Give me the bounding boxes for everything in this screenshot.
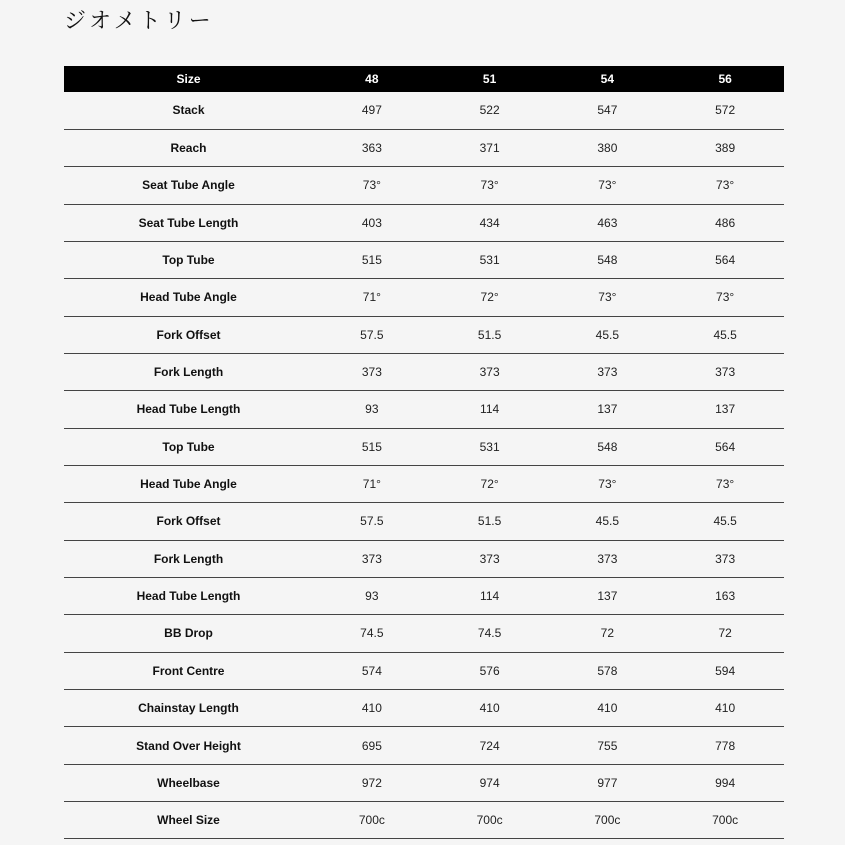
table-cell: 163 (715, 589, 736, 604)
table-cell: 564 (715, 439, 736, 454)
table-cell: 73° (480, 178, 499, 193)
table-cell: 114 (480, 589, 500, 604)
table-cell: 73° (598, 477, 617, 492)
table-cell: 974 (479, 775, 500, 790)
header-row (64, 66, 784, 92)
row-label: Seat Tube Angle (142, 178, 235, 193)
table-cell: 522 (479, 103, 500, 118)
row-label: Top Tube (162, 439, 215, 454)
row-label: Head Tube Length (136, 402, 241, 417)
header-size-48: 48 (365, 72, 379, 86)
table-cell: 531 (479, 439, 500, 454)
table-cell: 463 (597, 215, 618, 230)
header-size-54: 54 (600, 72, 615, 86)
table-cell: 73° (362, 178, 381, 193)
row-label: Wheel Size (157, 813, 220, 828)
table-cell: 380 (597, 141, 618, 156)
table-row (64, 503, 784, 540)
table-cell: 45.5 (595, 514, 620, 529)
table-row (64, 652, 784, 689)
header-size-56: 56 (718, 72, 732, 86)
table-row (64, 316, 784, 353)
table-row (64, 727, 784, 764)
table-cell: 548 (597, 253, 618, 268)
table-cell: 371 (479, 141, 500, 156)
table-cell: 114 (480, 402, 500, 417)
row-label: Fork Length (153, 551, 224, 566)
table-cell: 137 (597, 589, 618, 604)
geometry-table-header (64, 66, 784, 92)
table-row (64, 204, 784, 241)
row-label: Head Tube Angle (140, 290, 237, 305)
table-cell: 994 (715, 775, 736, 790)
table-row (64, 92, 784, 129)
table-cell: 515 (361, 439, 382, 454)
table-row (64, 764, 784, 801)
table-row (64, 690, 784, 727)
table-cell: 137 (715, 402, 736, 417)
table-cell: 564 (715, 253, 736, 268)
table-cell: 778 (715, 738, 736, 753)
table-cell: 576 (479, 663, 500, 678)
table-cell: 594 (715, 663, 736, 678)
table-cell: 972 (361, 775, 382, 790)
table-cell: 72° (480, 290, 499, 305)
table-cell: 695 (361, 738, 382, 753)
table-cell: 389 (715, 141, 736, 156)
table-cell: 73° (716, 290, 735, 305)
table-cell: 977 (597, 775, 618, 790)
table-cell: 373 (479, 551, 500, 566)
table-cell: 363 (361, 141, 382, 156)
table-row (64, 428, 784, 465)
table-cell: 373 (597, 551, 618, 566)
table-cell: 93 (365, 402, 379, 417)
table-row (64, 540, 784, 577)
table-cell: 93 (365, 589, 379, 604)
geometry-table (64, 66, 784, 839)
table-cell: 700c (358, 813, 385, 828)
table-cell: 73° (598, 178, 617, 193)
table-cell: 497 (361, 103, 382, 118)
table-cell: 74.5 (360, 626, 384, 641)
geometry-table-body (64, 92, 784, 839)
table-cell: 137 (597, 402, 618, 417)
table-cell: 73° (598, 290, 617, 305)
table-cell: 531 (479, 253, 500, 268)
table-cell: 403 (361, 215, 382, 230)
table-cell: 73° (716, 477, 735, 492)
table-cell: 373 (715, 551, 736, 566)
table-cell: 45.5 (713, 327, 737, 342)
table-cell: 515 (361, 253, 382, 268)
table-cell: 73° (716, 178, 735, 193)
row-label: Reach (170, 141, 207, 156)
table-cell: 574 (361, 663, 382, 678)
table-cell: 72 (718, 626, 732, 641)
table-cell: 410 (715, 701, 736, 716)
table-cell: 45.5 (595, 327, 620, 342)
table-cell: 410 (479, 701, 500, 716)
table-cell: 572 (715, 103, 736, 118)
header-size-51: 51 (482, 72, 497, 86)
table-cell: 51.5 (477, 327, 502, 342)
table-cell: 57.5 (360, 514, 384, 529)
table-row (64, 129, 784, 166)
table-cell: 700c (594, 813, 621, 828)
table-cell: 71° (362, 477, 381, 492)
table-cell: 71° (362, 290, 381, 305)
table-row (64, 391, 784, 428)
table-row (64, 167, 784, 204)
table-cell: 373 (597, 365, 618, 380)
table-row (64, 279, 784, 316)
table-cell: 373 (361, 365, 382, 380)
table-cell: 700c (476, 813, 503, 828)
table-row (64, 465, 784, 502)
row-label: Wheelbase (157, 775, 220, 790)
table-cell: 373 (361, 551, 382, 566)
table-cell: 410 (361, 701, 382, 716)
table-row (64, 615, 784, 652)
table-cell: 45.5 (713, 514, 737, 529)
row-label: Stack (172, 103, 205, 118)
row-label: Front Centre (152, 663, 225, 678)
row-label: Seat Tube Length (138, 215, 239, 230)
row-label: Fork Offset (156, 327, 221, 342)
header-size-label: Size (176, 72, 201, 86)
table-cell: 373 (479, 365, 500, 380)
row-label: Stand Over Height (136, 738, 241, 753)
page-title: ジオメトリー (64, 9, 214, 34)
table-cell: 548 (597, 439, 618, 454)
table-cell: 410 (597, 701, 618, 716)
table-cell: 578 (597, 663, 618, 678)
row-label: Head Tube Length (136, 589, 241, 604)
table-cell: 547 (597, 103, 618, 118)
table-row (64, 802, 784, 839)
table-cell: 51.5 (477, 514, 502, 529)
table-cell: 755 (597, 738, 618, 753)
table-cell: 700c (712, 813, 739, 828)
table-cell: 486 (715, 215, 736, 230)
table-cell: 724 (479, 738, 500, 753)
table-cell: 74.5 (477, 626, 502, 641)
row-label: Top Tube (162, 253, 215, 268)
table-row (64, 353, 784, 390)
row-label: Chainstay Length (138, 701, 239, 716)
row-label: Fork Offset (156, 514, 221, 529)
row-label: Fork Length (153, 365, 224, 380)
table-cell: 72° (480, 477, 499, 492)
row-label: BB Drop (164, 626, 213, 641)
table-cell: 57.5 (360, 327, 384, 342)
row-label: Head Tube Angle (140, 477, 237, 492)
table-cell: 373 (715, 365, 736, 380)
table-row (64, 241, 784, 278)
table-cell: 434 (479, 215, 500, 230)
table-cell: 72 (600, 626, 615, 641)
table-row (64, 577, 784, 614)
